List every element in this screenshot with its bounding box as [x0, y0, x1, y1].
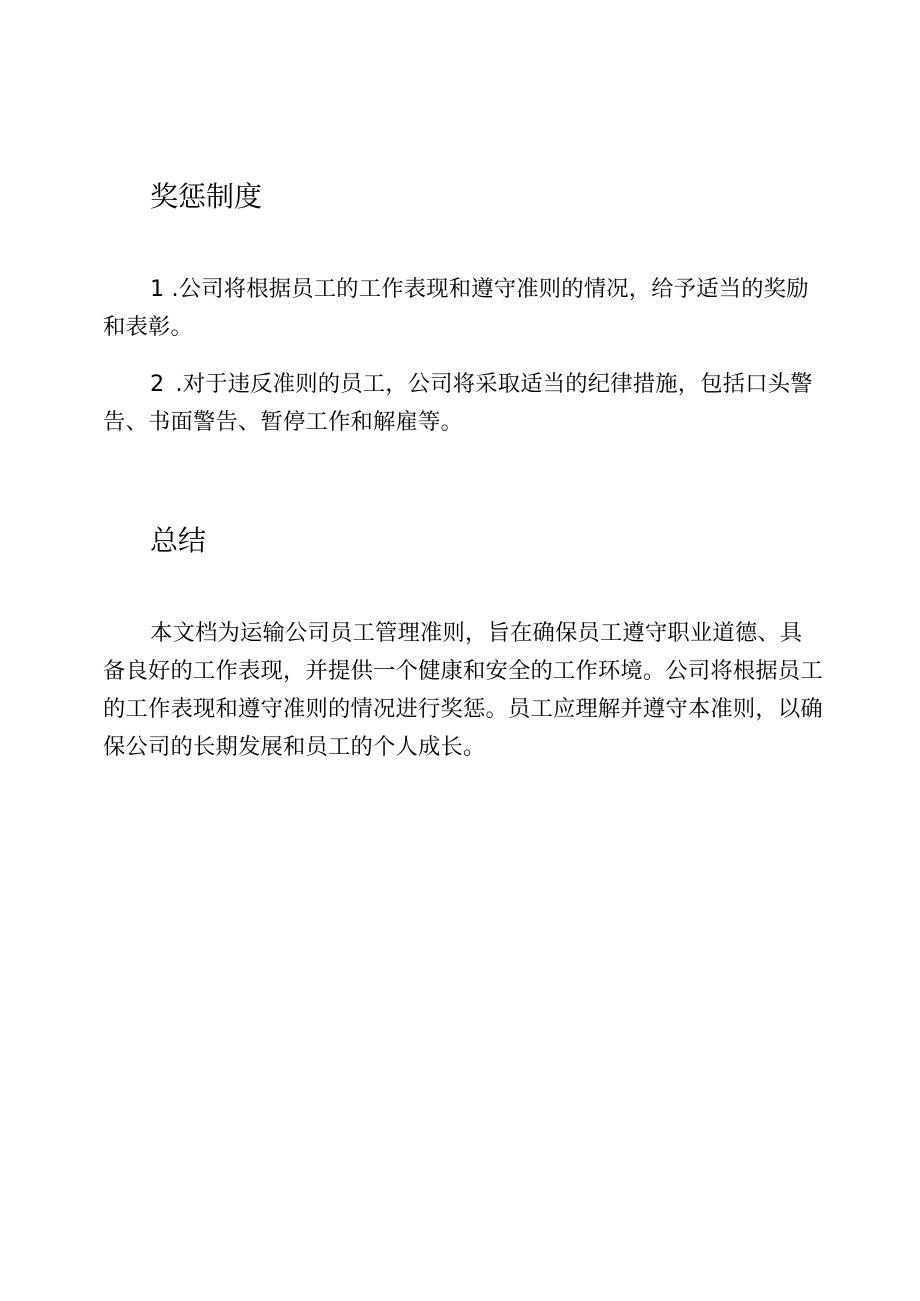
- rewards-item-1-number: 1: [150, 276, 165, 302]
- summary-heading: 总结: [150, 524, 207, 557]
- rewards-item-1-text: .公司将根据员工的工作表现和遵守准则的情况，给予适当的奖励和表彰。: [103, 276, 809, 340]
- rewards-item-2: [103, 365, 823, 441]
- summary-paragraph: 本文档为运输公司员工管理准则，旨在确保员工遵守职业道德、具备良好的工作表现，并提供一个健康和安全的工作环境。公司将根据员工的工作表现和遵守准则的情况进行奖惩。员工应理解并遵守本准则，以确保公司的长期发展和员工的个人成长。: [103, 620, 823, 760]
- rewards-item-2-text: .对于违反准则的员工，公司将采取适当的纪律措施，包括口头警告、书面警告、暂停工作和解雇等。: [103, 371, 813, 435]
- rewards-item-2-number: 2: [150, 371, 165, 397]
- rewards-heading: 奖惩制度: [150, 180, 263, 213]
- rewards-item-1: [103, 270, 823, 346]
